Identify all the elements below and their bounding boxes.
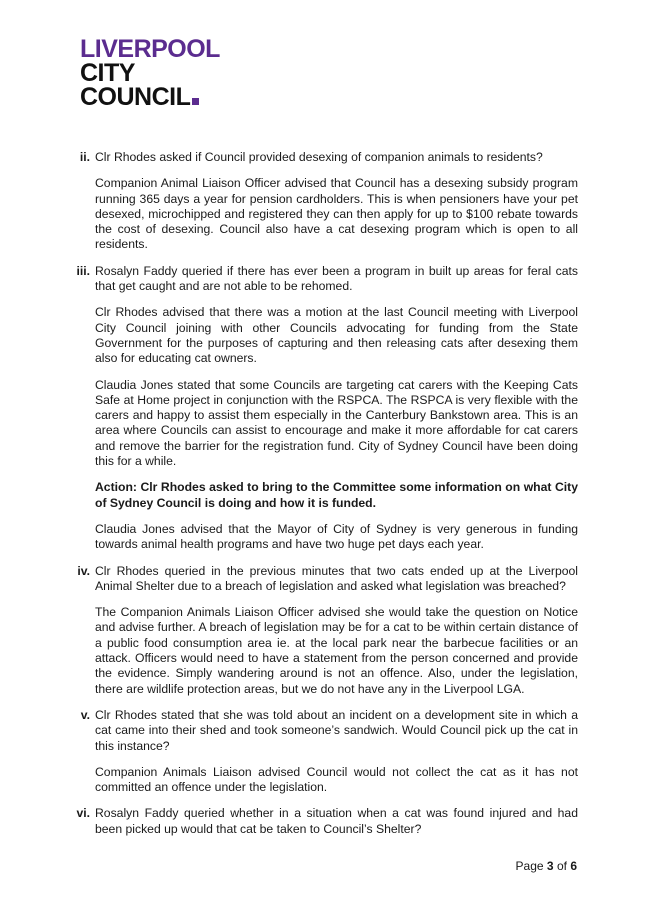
minutes-item-iii	[0, 264, 653, 553]
item-response: Companion Animal Liaison Officer advised that Council has a desexing subsidy program running 365 days a year for pension cardholders. This is when pensioners have your pet desexed, microchipped and registered they can then apply for up to $100 rebate towards the cost of desexing. Council also have a cat desexing program which is open to all residents.	[95, 176, 578, 252]
item-number: ii.	[79, 150, 90, 164]
minutes-item-iv	[0, 564, 653, 697]
item-response: Companion Animals Liaison advised Council would not collect the cat as it has not committed an offence under the legislation.	[95, 764, 578, 795]
action-item: Action: Clr Rhodes asked to bring to the Committee some information on what City of Sydney Council is doing and how it is funded.	[95, 480, 578, 510]
item-question: Rosalyn Faddy queried whether in a situation when a cat was found injured and had been picked up would that cat be taken to Council’s Shelter?	[95, 806, 578, 836]
minutes-item-vi	[0, 806, 653, 837]
item-number: vi.	[76, 806, 90, 821]
item-number: iv.	[77, 563, 90, 578]
minutes-item-v	[0, 708, 653, 795]
item-response: Clr Rhodes advised that there was a motion at the last Council meeting with Liverpool City Council joining with other Councils advocating for funding from the State Government for the purposes of capturing and then releasing cats after desexing them also for educating cat owners.	[95, 305, 578, 366]
item-response: Claudia Jones stated that some Councils are targeting cat carers with the Keeping Cats Safe at Home project in conjunction with the RSPCA. The RSPCA is very flexible with the carers and happy to assist them especially in the Canterbury Bankstown area. This is an area where Councils can assist to encourage and make it more affordable for cat carers and remove the barrier for the registration fund. City of Sydney Council have been doing this for a while.	[95, 377, 578, 469]
item-question: Clr Rhodes stated that she was told about an incident on a development site in which a cat came into their shed and took someone’s sandwich. Would Council pick up the cat in this instance?	[95, 707, 578, 753]
logo-line-3: COUNCIL	[80, 85, 220, 109]
logo-line-1: LIVERPOOL	[80, 35, 220, 63]
item-number: iii.	[76, 263, 90, 278]
minutes-item-ii	[0, 150, 653, 253]
logo-line-2: CITY	[80, 59, 135, 87]
page-total: 6	[570, 859, 577, 873]
page-footer	[516, 859, 577, 873]
logo-dot-icon	[192, 98, 199, 105]
of-word: of	[556, 859, 567, 873]
item-question: Clr Rhodes queried in the previous minutes that two cats ended up at the Liverpool Animal Shelter due to a breach of legislation and asked what legislation was breached?	[95, 563, 578, 593]
minutes-body	[0, 150, 653, 848]
item-number: v.	[80, 707, 90, 722]
item-response: The Companion Animals Liaison Officer advised she would take the question on Notice and advise further. A breach of legislation may be for a cat to be within certain distance of a public food consumption area ie. at the local park near the barbecue facilities or an attack. Officers would need to have a statement from the person concerned and provide the evidence. Simply wandering around is not an offence. Also, under the legislation, there are wildlife protection areas, but we do not have any in the Liverpool LGA.	[95, 605, 578, 696]
item-question: Rosalyn Faddy queried if there has ever been a program in built up areas for feral cats that get caught and are not able to be rehomed.	[95, 263, 578, 294]
council-logo	[80, 37, 220, 109]
page-word: Page	[515, 859, 544, 873]
item-question: Clr Rhodes asked if Council provided desexing of companion animals to residents?	[95, 150, 543, 164]
item-response: Claudia Jones advised that the Mayor of City of Sydney is very generous in funding towards animal health programs and have two huge pet days each year.	[95, 521, 578, 552]
page-number: 3	[546, 859, 554, 873]
